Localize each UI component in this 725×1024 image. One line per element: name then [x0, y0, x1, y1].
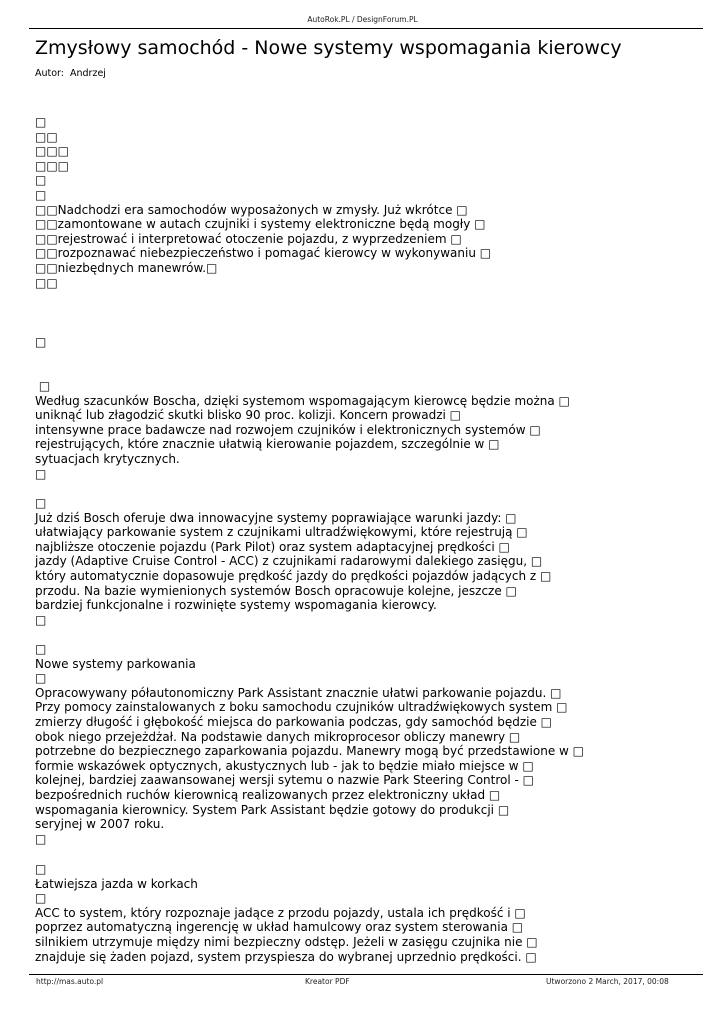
traffic-section: □ Łatwiejsza jazda w korkach □ ACC to system, który rozpoznaje jadące z przodu pojazdy, ustala ich prędkość i □ poprzez automatyczną ingerencję w układ hamulcowy oraz system sterowania □ silnikiem utrzymuje między nimi bezpieczny odstęp. Jeżeli w zasięgu czujnika nie □ znajduje się żaden pojazd, system przyspiesza do wybranej uprzednio prędkości. □ [35, 862, 538, 964]
page-title: Zmysłowy samochód - Nowe systemy wspomagania kierowcy [35, 37, 622, 59]
bosch-estimate-paragraph: □ Według szacunków Boscha, dzięki systemom wspomagającym kierowcę będzie można □ uniknąć lub złagodzić skutki blisko 90 proc. kolizji. Koncern prowadzi □ intensywne prace badawcze nad rozwojem czujników i elektronicznych systemów □ rejestrujących, które znacznie ułatwią kierowanie pojazdem, szczególnie w □ sytuacjach krytycznych. □ [35, 379, 570, 481]
footer-rule [29, 974, 703, 975]
author-name: Andrzej [70, 68, 106, 79]
author-line [35, 68, 106, 79]
header-rule [29, 28, 703, 29]
footer-url: http://mas.auto.pl [36, 977, 104, 986]
header-site-name: AutoRok.PL / DesignForum.PL [307, 15, 418, 24]
footer-creator: Kreator PDF [305, 977, 350, 986]
placeholder-box: □ [35, 335, 47, 349]
intro-paragraph: □ □□ □□□ □□□ □ □ □□Nadchodzi era samochodów wyposażonych w zmysły. Już wkrótce □ □□zamontowane w autach czujniki i systemy elektroniczne będą mogły □ □□rejestrować i interpretować otoczenie pojazdu, z wyprzedzeniem □ □□rozpoznawać niebezpieczeństwo i pomagać kierowcy w wykonywaniu □ □□niezbędnych manewrów.□ □□ [35, 115, 492, 290]
parking-section: □ Nowe systemy parkowania □ Opracowywany półautonomiczny Park Assistant znacznie ułatwi parkowanie pojazdu. □ Przy pomocy zainstalowanych z boku samochodu czujników ultradźwiękowych system □ zmierzy długość i głębokość miejsca do parkowania podczas, gdy samochód będzie □ obok niego przejeżdżał. Na podstawie danych mikroprocesor obliczy manewry □ potrzebne do bezpiecznego zaparkowania pojazdu. Manewry mogą być przedstawione w □ formie wskazówek optycznych, akustycznych lub - jak to będzie miało miejsce w □ kolejnej, bardziej zaawansowanej wersji sytemu o nazwie Park Steering Control - □ bezpośrednich ruchów kierownicą realizowanych przez elektroniczny układ □ wspomagania kierownicy. System Park Assistant będzie gotowy do produkcji □ seryjnej w 2007 roku. □ [35, 642, 584, 846]
bosch-offer-paragraph: □ Już dziś Bosch oferuje dwa innowacyjne systemy poprawiające warunki jazdy: □ ułatwiający parkowanie system z czujnikami ultradźwiękowymi, które rejestrują □ najbliższe otoczenie pojazdu (Park Pilot) oraz system adaptacyjnej prędkości □ jazdy (Adaptive Cruise Control - ACC) z czujnikami radarowymi dalekiego zasięgu, □ który automatycznie dopasowuje prędkość jazdy do prędkości pojazdów jadących z □ przodu. Na bazie wymienionych systemów Bosch opracowuje kolejne, jeszcze □ bardziej funkcjonalne i rozwinięte systemy wspomagania kierowcy. □ [35, 496, 552, 627]
author-label: Autor: [35, 68, 64, 79]
footer-created-date: Utworzono 2 March, 2017, 00:08 [546, 977, 669, 986]
